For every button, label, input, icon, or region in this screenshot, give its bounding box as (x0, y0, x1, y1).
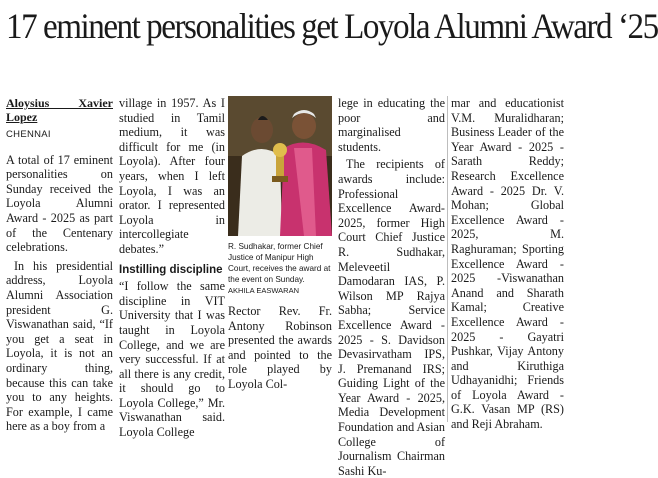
dateline: CHENNAI (6, 129, 51, 140)
paragraph-awards-list: mar and educationist V.M. Muralidharan; Business Leader of the Year Award - 2025 - Sarath Reddy; Research Excellence Award - 2025 Dr. V. Mohan; Global Excellence Award - 2025, M. Raghuraman; Sporting Excellence Award - 2025 -Viswanathan Anand and Sharath Kamal; Creative Excellence Award - 2025 - Gayatri Pushkar, Vijay Antony and Kiruthiga Udhayanidhi; Friends of Loyola Award - G.K. Vasan MP (RS) and Reji Abraham. (451, 96, 564, 432)
subhead: Instilling discipline (119, 263, 223, 276)
column-2 (119, 96, 225, 440)
photo-illustration (228, 96, 332, 236)
headline: 17 eminent personalities get Loyola Alumni Award ‘25 (6, 6, 658, 46)
column-4 (338, 96, 445, 478)
photo-caption (228, 241, 332, 296)
column-1 (6, 96, 113, 434)
paragraph-rector: Rector Rev. Fr. Antony Robinson presented the awards and pointed to the role played by Loyola Col- (228, 304, 332, 391)
paragraph-intro: A total of 17 eminent personalities on Sunday received the Loyola Alumni Award - 2025 as part of the Centenary celebrations. (6, 152, 113, 255)
paragraph-discipline: “I follow the same discipline in VIT University that I was taught in Loyola College, and we are very successful. If at all there is any credit, it should go to Loyola College,” Mr. Viswanathan said. Loyola College (119, 279, 225, 440)
column-divider (447, 96, 448, 422)
paragraph-presidential-address: In his presidential address, Loyola Alumni Association president G. Viswanathan said, “If you get a seat in Loyola, it is not an ordinary thing, because this can take you to any heights. For example, I came here as a boy from a (6, 258, 113, 434)
column-3 (228, 96, 332, 392)
caption-text: R. Sudhakar, former Chief Justice of Manipur High Court, receives the award at the event on Sunday. (228, 242, 331, 284)
award-photo (228, 96, 332, 236)
paragraph-village: village in 1957. As I studied in Tamil medium, it was difficult for me (in Loyola). After four years, when I left Loyola, I was an orator. I represented Loyola in intercollegiate debates.” (119, 96, 225, 256)
paragraph-recipients: The recipients of awards include: Professional Excellence Award-2025, former High Court Chief Justice R. Sudhakar, Meleveetil Damodaran IAS, P. Wilson MP Rajya Sabha; Service Excellence Award - 2025 - S. Davidson Devasirvatham IPS, J. Premanand IRS; Guiding Light of the Year Award - 2025, Media Development Foundation and Asian College of Journalism Chairman Sashi Ku- (338, 157, 445, 478)
paragraph-educating: lege in educating the poor and marginalised students. (338, 96, 445, 154)
photo-credit: AKHILA EASWARAN (228, 286, 299, 295)
byline: Aloysius Xavier Lopez (6, 96, 113, 124)
column-5 (451, 96, 564, 432)
